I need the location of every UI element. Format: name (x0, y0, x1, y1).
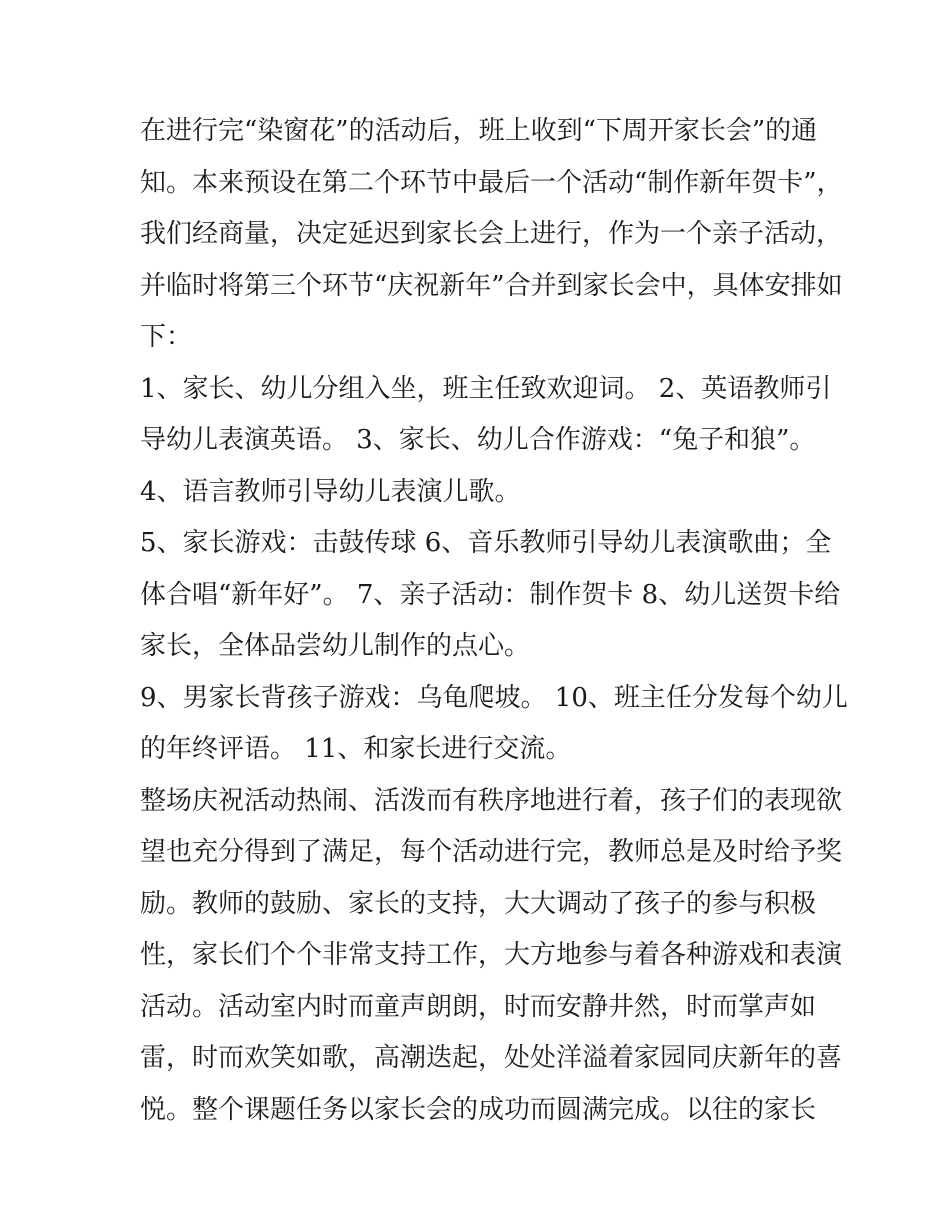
text-line: 下： (140, 322, 193, 352)
text-line: 性，家长们个个非常支持工作，大方地参与着各种游戏和表演 (140, 940, 843, 970)
text-line: 悦。整个课题任务以家长会的成功而圆满完成。以往的家长 (140, 1094, 817, 1125)
text-line: 家长，全体品尝幼儿制作的点心。 (140, 631, 531, 661)
text-line: 整场庆祝活动热闹、活泼而有秩序地进行着，孩子们的表现欲 (140, 785, 843, 816)
text-line: 4、语言教师引导幼儿表演儿歌。 (140, 476, 521, 507)
text-line: 我们经商量，决定延迟到家长会上进行，作为一个亲子活动， (140, 219, 843, 249)
body-text (140, 106, 848, 1136)
text-line: 体合唱“新年好”。 7、亲子活动：制作贺卡 8、幼儿送贺卡给 (140, 579, 841, 610)
text-line: 的年终评语。 11、和家长进行交流。 (140, 734, 572, 764)
text-line: 雷，时而欢笑如歌，高潮迭起，处处洋溢着家园同庆新年的喜 (140, 1043, 843, 1073)
text-line: 导幼儿表演英语。 3、家长、幼儿合作游戏：“兔子和狼”。 (140, 425, 816, 455)
text-line: 1、家长、幼儿分组入坐，班主任致欢迎词。 2、英语教师引 (140, 373, 832, 404)
text-line: 活动。活动室内时而童声朗朗，时而安静井然，时而掌声如 (140, 991, 817, 1022)
text-line: 在进行完“染窗花”的活动后，班上收到“下周开家长会”的通 (140, 116, 818, 146)
text-line: 励。教师的鼓励、家长的支持，大大调动了孩子的参与积极 (140, 888, 817, 919)
text-line: 并临时将第三个环节“庆祝新年”合并到家长会中，具体安排如 (140, 270, 843, 301)
text-line: 望也充分得到了满足，每个活动进行完，教师总是及时给予奖 (140, 837, 843, 867)
text-line: 知。本来预设在第二个环节中最后一个活动“制作新年贺卡”， (140, 167, 843, 198)
text-line: 9、男家长背孩子游戏：乌龟爬坡。 10、班主任分发每个幼儿 (140, 682, 848, 713)
text-line: 5、家长游戏：击鼓传球 6、音乐教师引导幼儿表演歌曲；全 (140, 528, 832, 558)
